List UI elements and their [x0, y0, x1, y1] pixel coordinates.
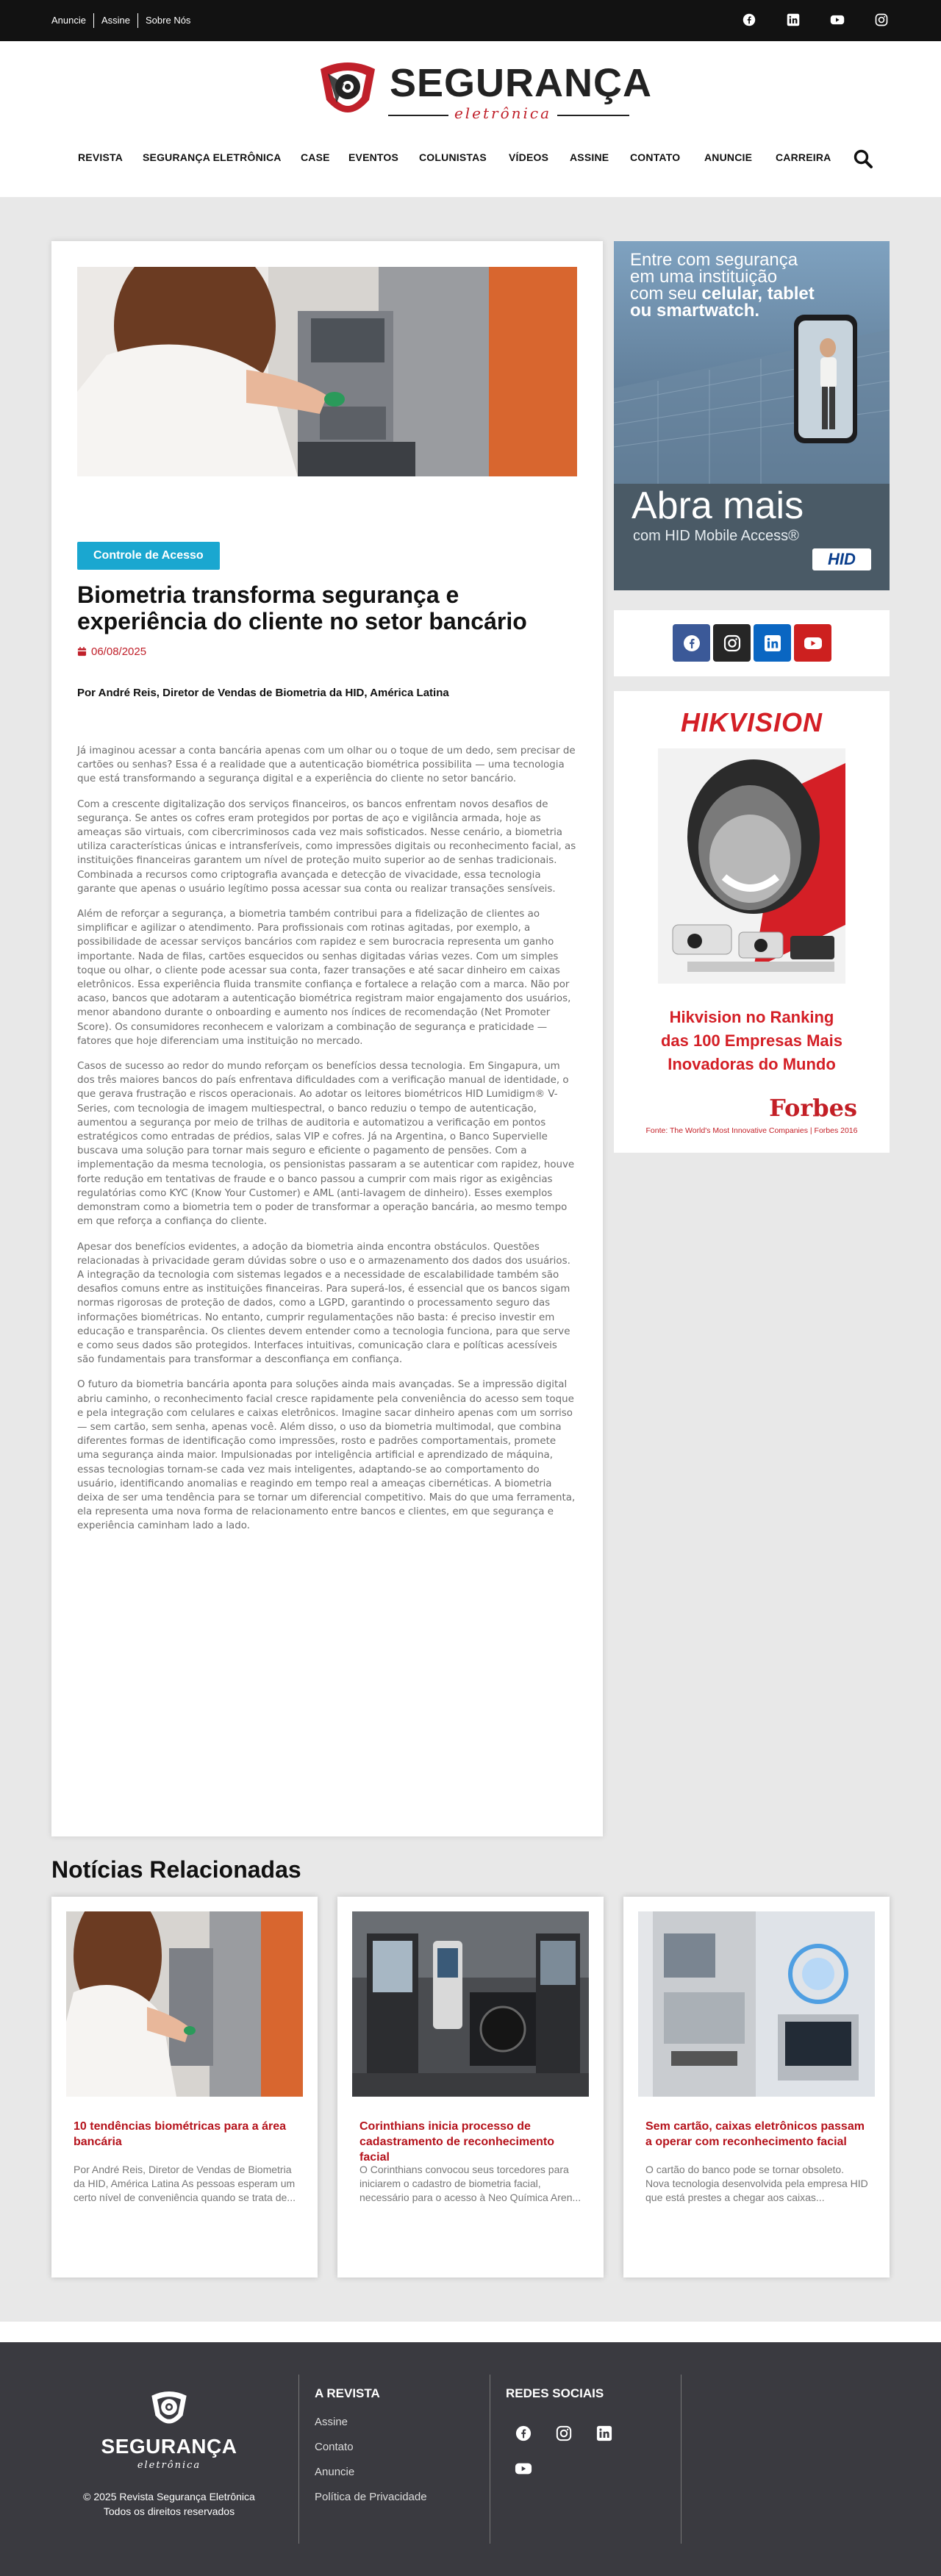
- nav-videos[interactable]: VÍDEOS: [509, 151, 549, 163]
- article-body: [77, 744, 577, 1545]
- hikvision-text-3: Inovadoras do Mundo: [668, 1055, 836, 1073]
- nav-carreira[interactable]: CARREIRA: [776, 151, 831, 163]
- youtube-icon[interactable]: [829, 12, 845, 28]
- forbes-logo: Forbes: [769, 1094, 857, 1122]
- related-card-excerpt: O Corinthians convocou seus torcedores para iniciarem o cadastro de biometria facial, necessário para o acesso à Neo Química Aren...: [359, 2164, 582, 2203]
- facebook-icon[interactable]: [741, 12, 757, 28]
- nav-contato[interactable]: CONTATO: [630, 151, 681, 163]
- footer-copyright-line-2: Todos os direitos reservados: [103, 2505, 235, 2517]
- hikvision-logo: HIKVISION: [680, 707, 823, 737]
- hikvision-ad-image: [614, 748, 890, 991]
- article-author: Por André Reis, Diretor de Vendas de Biometria da HID, América Latina: [77, 687, 449, 699]
- article-paragraph: Com a crescente digitalização dos serviços financeiros, os bancos enfrentam novos desafios de segurança. Se antes os cofres eram protegidos por portas de aço e vigilância armada, hoje as ameaças são virtuais, com cibercriminosos cada vez mais sofisticados. Nesse cenário, a biometria utiliza características únicas e intransferíveis, como impressões digitais ou reconhecimento facial, as instituições financeiras garantem um nível de proteção muito superior ao de senhas tradicionais. Combinada a recursos como criptografia avançada e detecção de vivacidade, essa tecnologia garante que apenas o usuário legítimo possa acessar sua conta ou realizar transações sensíveis.: [77, 798, 576, 895]
- hikvision-text-2: das 100 Empresas Mais: [660, 1031, 843, 1050]
- instagram-icon[interactable]: [713, 624, 751, 662]
- related-heading: Notícias Relacionadas: [51, 1856, 301, 1883]
- hid-ad-line-3a: com seu: [630, 284, 702, 304]
- footer-logo-emblem-icon: [147, 2386, 191, 2433]
- article-hero-image: [77, 267, 577, 476]
- linkedin-icon[interactable]: [595, 2425, 613, 2442]
- hid-ad-small: com HID Mobile Access®: [633, 528, 799, 544]
- hid-ad-line-3b: celular, tablet: [701, 284, 815, 304]
- linkedin-icon[interactable]: [785, 12, 801, 28]
- related-card-image: [352, 1911, 589, 2097]
- top-link-assine[interactable]: Assine: [93, 13, 137, 28]
- article-card: [51, 241, 603, 1836]
- logo-subtitle: eletrônica: [454, 104, 552, 122]
- nav-assine[interactable]: ASSINE: [570, 151, 609, 163]
- article-paragraph: Casos de sucesso ao redor do mundo reforçam os benefícios dessa tecnologia. Em Singapura, um dos três maiores bancos do país enfrentava dificuldades com a verificação manual de identidade, o que gerava frustração e riscos operacionais. Ao adotar os leitores biométricos HID Lumidigm® V-Series, com tecnologia de imagem multiespectral, o banco reduziu o tempo de autenticação, aumentou a segurança por meio de trilhas de auditoria e automatizou a verificação em pontos estratégicos como entradas de prédios, salas VIP e cofres. Já na Argentina, o Banco Supervielle buscava uma solução para tornar mais seguro e eficiente o pagamento de pensões. Com a implementação da mesma tecnologia, os pensionistas passaram a se autenticar com rapidez, houve forte redução em tentativas de fraude e o banco passou a cumprir com mais rigor as exigências regulatórias como KYC (Know Your Customer) e AML (anti-lavagem de dinheiro). Esses exemplos demonstram como a biometria tem o poder de transformar a operação bancária, ao mesmo tempo em que reforça a confiança do cliente.: [77, 1061, 575, 1228]
- related-card-image: [638, 1911, 875, 2097]
- facebook-icon[interactable]: [515, 2425, 532, 2442]
- category-tag[interactable]: Controle de Acesso: [77, 542, 220, 570]
- related-card-title[interactable]: Sem cartão, caixas eletrônicos passam a operar com reconhecimento facial: [645, 2120, 865, 2148]
- article-date: [77, 645, 146, 658]
- facebook-icon[interactable]: [673, 624, 710, 662]
- logo-rule-right: [557, 115, 629, 116]
- hid-ad-big: Abra mais: [631, 484, 804, 527]
- article-paragraph: Além de reforçar a segurança, a biometria também contribui para a fidelização de clientes ao simplificar e agilizar o atendimento. Para profissionais com rotinas agitadas, por exemplo, a possibilidade de acessar serviços bancários com rapidez e sem burocracia representa um ganho importante. Nada de filas, cartões esquecidos ou senhas digitadas várias vezes. Com um simples toque ou olhar, o cliente pode acessar sua conta, fazer transações e até sacar dinheiro em caixas eletrônicos. Essa experiência fluida transmite confiança e fortalece a relação com a marca. Não por acaso, bancos que adotaram a autenticação biométrica registram maior engajamento dos usuários, menor abandono durante o onboarding e aumento nos índices de recomendação (Net Promoter Score). Os consumidores reconhecem e valorizam a combinação de segurança e praticidade — fatores que hoje diferenciam uma instituição no mercado.: [77, 909, 571, 1047]
- nav-seguranca-eletronica[interactable]: SEGURANÇA ELETRÔNICA: [143, 151, 282, 163]
- article-paragraph: Já imaginou acessar a conta bancária apenas com um olhar ou o toque de um dedo, sem precisar de cartões ou senhas? Essa é a realidade que a autenticação biométrica possibilita — uma tecnologia que está transformando a segurança digital e a experiência do cliente no setor bancário.: [77, 745, 576, 785]
- linkedin-icon[interactable]: [754, 624, 791, 662]
- top-link-anuncie[interactable]: Anuncie: [51, 15, 86, 26]
- hikvision-ad[interactable]: [614, 691, 890, 1153]
- related-card-image: [66, 1911, 303, 2097]
- hikvision-text-1: Hikvision no Ranking: [669, 1008, 834, 1026]
- footer-link-contato[interactable]: Contato: [315, 2441, 354, 2453]
- footer-copyright: [74, 2489, 265, 2519]
- site-logo[interactable]: [315, 54, 653, 128]
- hid-ad-line-2: em uma instituição: [630, 267, 778, 287]
- top-social: [741, 12, 890, 28]
- nav-eventos[interactable]: EVENTOS: [348, 151, 399, 163]
- related-card[interactable]: [51, 1897, 318, 2278]
- logo-wordmark: SEGURANÇA: [390, 61, 653, 105]
- top-bar: [0, 0, 941, 41]
- footer-col1-title: A REVISTA: [315, 2386, 380, 2400]
- nav-revista[interactable]: REVISTA: [78, 151, 124, 163]
- hikvision-source: Fonte: The World's Most Innovative Companies | Forbes 2016: [645, 1126, 858, 1135]
- nav-case[interactable]: CASE: [301, 151, 330, 163]
- article-title: Biometria transforma segurança e experiência do cliente no setor bancário: [77, 582, 527, 634]
- calendar-icon: [77, 647, 87, 656]
- footer-col2-title: REDES SOCIAIS: [506, 2386, 604, 2400]
- site-header: [0, 41, 941, 197]
- article-date-text: 06/08/2025: [91, 645, 147, 658]
- footer-link-anuncie[interactable]: Anuncie: [315, 2466, 355, 2478]
- top-links: [51, 13, 198, 28]
- related-card-excerpt: O cartão do banco pode se tornar obsoleto. Nova tecnologia desenvolvida pela empresa HID que está prestes a chegar aos caixas...: [645, 2164, 868, 2203]
- footer-link-assine[interactable]: Assine: [315, 2416, 348, 2428]
- hid-ad-line-3: [630, 285, 815, 302]
- nav-colunistas[interactable]: COLUNISTAS: [419, 151, 487, 163]
- footer-spacer: [0, 2322, 941, 2342]
- youtube-icon[interactable]: [515, 2460, 532, 2477]
- related-card[interactable]: [337, 1897, 604, 2278]
- youtube-icon[interactable]: [794, 624, 831, 662]
- footer-logo[interactable]: [96, 2386, 243, 2475]
- sidebar-social: [614, 610, 890, 676]
- instagram-icon[interactable]: [873, 12, 890, 28]
- nav-anuncie[interactable]: ANUNCIE: [704, 151, 753, 163]
- article-paragraph: O futuro da biometria bancária aponta para soluções ainda mais avançadas. Se a impressão digital abriu caminho, o reconhecimento facial cresce rapidamente pela conveniência do acesso sem toque e pela integração com celulares e caixas eletrônicos. Imagine sacar dinheiro apenas com um sorriso — sem cartão, sem senha, apenas você. Além disso, o uso da biometria multimodal, que combina diferentes formas de identificação como impressões, rosto e padrões comportamentais, promete uma segurança ainda maior. Impulsionadas por inteligência artificial e aprendizado de máquina, essas tecnologias tornam-se cada vez mais inteligentes, adaptando-se ao comportamento do usuário, identificando anomalias e reagindo em tempo real a ameaças cibernéticas. A biometria deixa de ser uma tendência para se tornar um diferencial competitivo. Mais do que uma ferramenta, ela representa uma nova forma de relacionamento entre bancos e clientes, em que segurança e experiência caminham lado a lado.: [77, 1379, 576, 1532]
- top-link-sobre[interactable]: Sobre Nós: [137, 13, 198, 28]
- logo-emblem-icon: [315, 54, 381, 128]
- related-card[interactable]: [623, 1897, 890, 2278]
- related-card-excerpt: Por André Reis, Diretor de Vendas de Biometria da HID, América Latina As pessoas esperam um certo nível de conveniência quando se trata de...: [74, 2164, 296, 2203]
- footer-copyright-line-1: © 2025 Revista Segurança Eletrônica: [83, 2491, 255, 2502]
- search-icon[interactable]: [853, 149, 873, 169]
- article-paragraph: Apesar dos benefícios evidentes, a adoção da biometria ainda encontra obstáculos. Questões relacionadas à privacidade geram dúvidas sobre o uso e o armazenamento dos dados dos usuários. A integração da tecnologia com sistemas legados e a necessidade de escalabilidade também são desafios comuns entre as instituições financeiras. Para superá-los, é essencial que os bancos sigam normas rigorosas de proteção de dados, como a LGPD, garantindo o processamento seguro das informações biométricas. No entanto, cumprir regulamentações não basta: é preciso investir em educação e transparência. Os clientes devem entender como a tecnologia funciona, para que serve e como seus dados são protegidos. Interfaces intuitivas, comunicação clara e políticas acessíveis são fundamentais para transformar a desconfiança em confiança.: [77, 1241, 570, 1366]
- hid-logo: HID: [828, 550, 856, 568]
- footer-subtitle: eletrônica: [137, 2460, 201, 2471]
- hid-mobile-access-ad[interactable]: [614, 241, 890, 590]
- main-nav: [0, 151, 941, 173]
- footer-divider: [298, 2375, 299, 2544]
- hid-ad-line-1: Entre com segurança: [630, 250, 798, 270]
- footer-link-privacidade[interactable]: Política de Privacidade: [315, 2491, 427, 2503]
- site-footer: [0, 2342, 941, 2576]
- related-card-title[interactable]: Corinthians inicia processo de cadastramento de reconhecimento facial: [359, 2120, 554, 2164]
- footer-wordmark: SEGURANÇA: [101, 2435, 237, 2458]
- instagram-icon[interactable]: [555, 2425, 573, 2442]
- hid-ad-line-4: ou smartwatch.: [630, 301, 760, 321]
- related-card-title[interactable]: 10 tendências biométricas para a área bancária: [74, 2120, 287, 2148]
